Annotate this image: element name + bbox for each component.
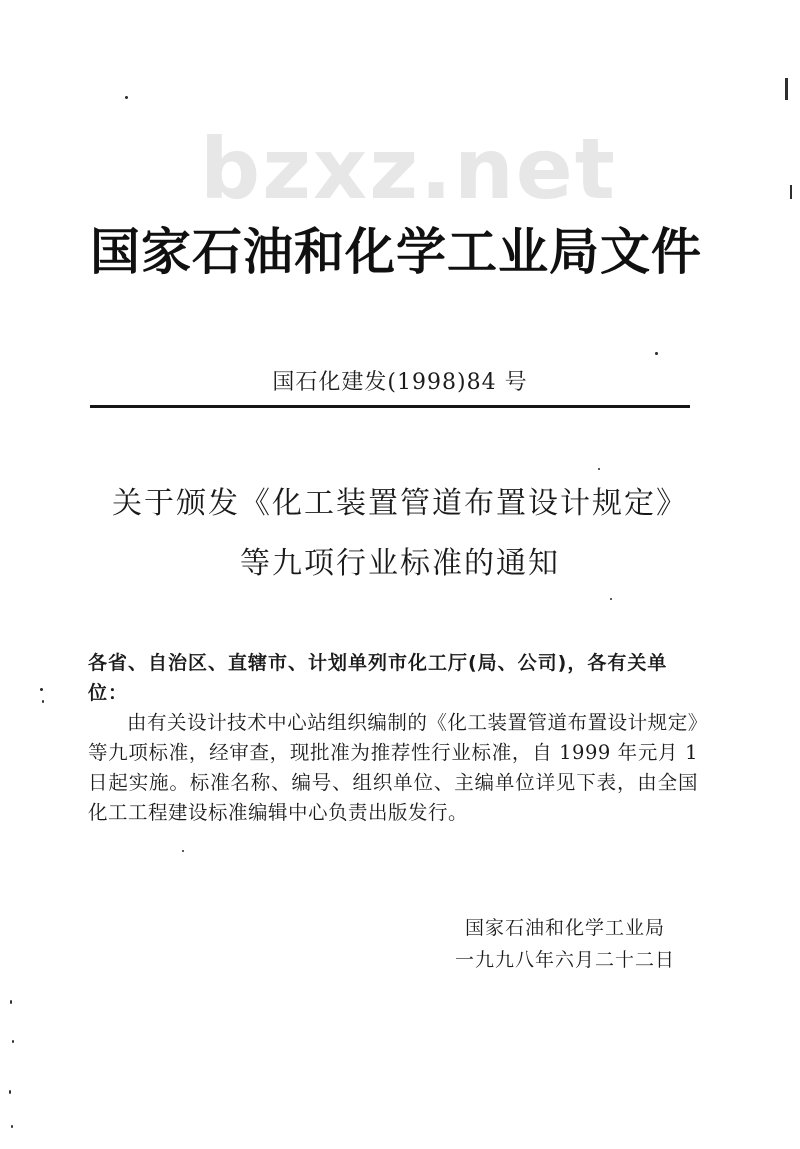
- scan-speck: [610, 598, 612, 600]
- scan-speck: [10, 1000, 12, 1004]
- notice-title-line-1: 关于颁发《化工装置管道布置设计规定》: [112, 486, 688, 521]
- signature-block: [420, 912, 710, 976]
- scan-speck: [182, 850, 184, 852]
- scan-speck: [598, 468, 600, 470]
- notice-title-line-2: 等九项行业标准的通知: [240, 546, 560, 581]
- scan-edge-mark: [785, 78, 788, 100]
- scan-speck: [9, 1090, 11, 1094]
- watermark: bzxz.net: [200, 120, 617, 218]
- document-header-title: 国家石油和化学工业局文件: [90, 223, 702, 281]
- header-divider: [90, 405, 690, 408]
- signature-date: 一九九八年六月二十二日: [454, 949, 675, 971]
- salutation: 各省、自治区、直辖市、计划单列市化工厅(局、公司)，各有关单位：: [88, 652, 668, 704]
- signature-organization: 国家石油和化学工业局: [464, 917, 665, 939]
- scan-speck: [655, 352, 658, 355]
- scan-speck: [40, 688, 43, 691]
- scan-speck: [125, 96, 128, 99]
- scan-speck: [42, 700, 44, 703]
- body-paragraph: 由有关设计技术中心站组织编制的《化工装置管道布置设计规定》等九项标准，经审查，现批准为推荐性行业标准，自 1999 年元月 1 日起实施。标准名称、编号、组织单位、主编单位详见下表，由全国化工工程建设标准编辑中心负责出版发行。: [88, 711, 698, 824]
- notice-body: [88, 648, 698, 828]
- scan-speck: [12, 1040, 14, 1043]
- scan-speck: [11, 1125, 13, 1128]
- document-number: 国石化建发(1998)84 号: [272, 370, 528, 395]
- scan-edge-mark: [790, 185, 792, 199]
